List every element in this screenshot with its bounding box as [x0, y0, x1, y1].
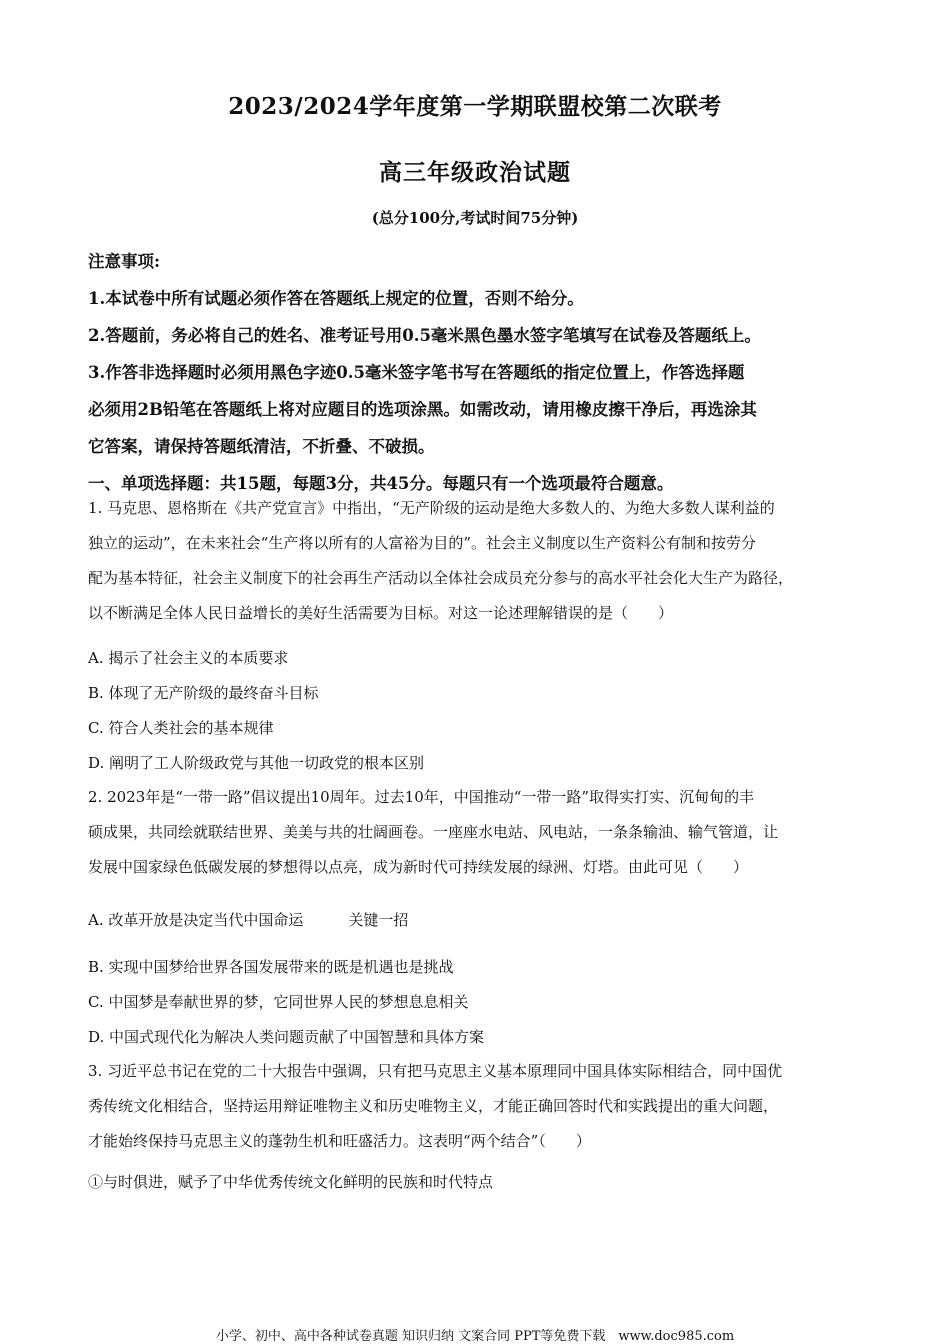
question-line: 才能始终保持马克思主义的蓬勃生机和旺盛活力。这表明“两个结合”（ ） — [88, 1132, 591, 1150]
question-line: 发展中国家绿色低碳发展的梦想得以点亮，成为新时代可持续发展的绿洲、灯塔。由此可见（ ） — [88, 858, 749, 876]
q2-option-d: D. 中国式现代化为解决人类问题贡献了中国智慧和具体方案 — [88, 1028, 485, 1046]
question-line: 秀传统文化相结合，坚持运用辩证唯物主义和历史唯物主义，才能正确回答时代和实践提出的重大问题， — [88, 1097, 779, 1115]
question-1-stem — [88, 491, 878, 631]
question-line: 3. 习近平总书记在党的二十大报告中强调，只有把马克思主义基本原理同中国具体实际相结合，同中国优 — [88, 1062, 783, 1080]
notice-item: 必须用2B铅笔在答题纸上将对应题目的选项涂黑。如需改动，请用橡皮擦干净后，再选涂其 — [88, 400, 757, 419]
notice-item: 它答案，请保持答题纸清洁，不折叠、不破损。 — [88, 437, 435, 456]
q2-option-b: B. 实现中国梦给世界各国发展带来的既是机遇也是挑战 — [88, 958, 454, 976]
section-heading: 一、单项选择题：共15题，每题3分，共45分。每题只有一个选项最符合题意。 — [88, 474, 674, 493]
exam-subject-title: 高三年级政治试题 — [379, 159, 571, 186]
exam-score-time: (总分100分,考试时间75分钟) — [371, 209, 579, 227]
notice-heading: 注意事项: — [88, 252, 161, 271]
q2-option-c: C. 中国梦是奉献世界的梦，它同世界人民的梦想息息相关 — [88, 993, 469, 1011]
q1-option-b: B. 体现了无产阶级的最终奋斗目标 — [88, 684, 319, 702]
notice-item: 3.作答非选择题时必须用黑色字迹0.5毫米签字笔书写在答题纸的指定位置上，作答选择题 — [88, 363, 745, 382]
question-2-stem — [88, 780, 878, 885]
q2-option-a: A. 改革开放是决定当代中国命运 关键一招 — [88, 911, 409, 929]
q3-statement-1: ①与时俱进，赋予了中华优秀传统文化鲜明的民族和时代特点 — [88, 1173, 494, 1191]
q1-option-d: D. 阐明了工人阶级政党与其他一切政党的根本区别 — [88, 754, 425, 772]
notice-item: 1.本试卷中所有试题必须作答在答题纸上规定的位置，否则不给分。 — [88, 289, 584, 308]
question-line: 独立的运动”，在未来社会“生产将以所有的人富裕为目的”。社会主义制度以生产资料公有制和按劳分 — [88, 534, 757, 552]
q1-option-a: A. 揭示了社会主义的本质要求 — [88, 649, 289, 667]
question-3-stem — [88, 1054, 878, 1159]
page-footer: 小学、初中、高中各种试卷真题 知识归纳 文案合同 PPT等免费下载 www.doc985.com — [215, 1329, 735, 1344]
q1-option-c: C. 符合人类社会的基本规律 — [88, 719, 274, 737]
question-line: 配为基本特征，社会主义制度下的社会再生产活动以全体社会成员充分参与的高水平社会化大生产为路径， — [88, 569, 794, 587]
question-line: 硕成果，共同绘就联结世界、美美与共的壮阔画卷。一座座水电站、风电站，一条条输油、输气管道，让 — [88, 823, 779, 841]
exam-title: 2023/2024学年度第一学期联盟校第二次联考 — [228, 93, 722, 120]
notice-block — [88, 243, 878, 502]
question-line: 以不断满足全体人民日益增长的美好生活需要为目标。对这一论述理解错误的是（ ） — [88, 604, 674, 622]
question-line: 1. 马克思、恩格斯在《共产党宣言》中指出，“无产阶级的运动是绝大多数人的、为绝大多数人谋利益的 — [88, 499, 775, 517]
question-line: 2. 2023年是“一带一路”倡议提出10周年。过去10年，中国推动“一带一路”取得实打实、沉甸甸的丰 — [88, 788, 755, 806]
notice-item: 2.答题前，务必将自己的姓名、准考证号用0.5毫米黑色墨水签字笔填写在试卷及答题纸上。 — [88, 326, 761, 345]
